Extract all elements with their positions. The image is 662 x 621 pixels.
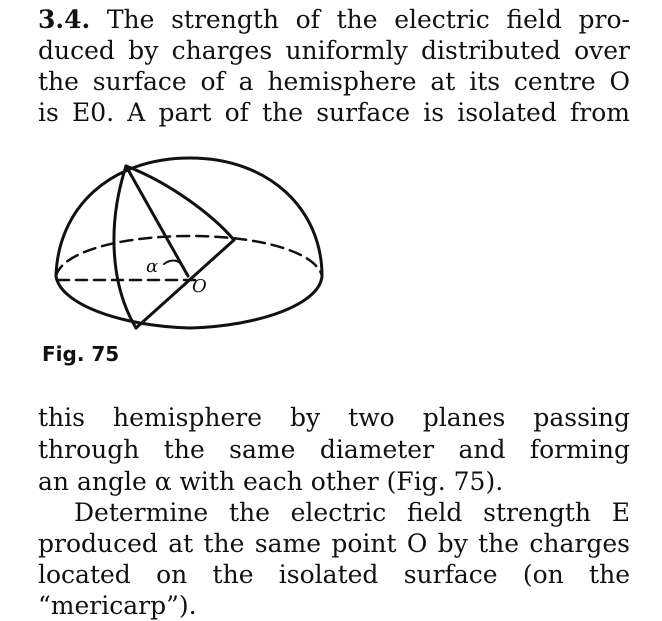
base-rim-front [56, 276, 322, 328]
text-line-4: is E0. A part of the surface is isolated from [38, 98, 630, 127]
text-line-11: “mericarp”). [38, 591, 197, 620]
base-rim-back [56, 236, 322, 276]
angle-label: α [146, 256, 159, 277]
text-line-7: an angle α with each other (Fig. 75). [38, 467, 504, 496]
text-line-2: duced by charges uniformly distributed over [38, 36, 630, 65]
center-label: O [192, 276, 207, 297]
text-line-3: the surface of a hemisphere at its centre O [38, 67, 630, 96]
plane-edge-lower [136, 240, 234, 328]
text-line-9: produced at the same point O by the charges [38, 529, 630, 558]
figure-caption: Fig. 75 [42, 342, 120, 366]
hemisphere-figure [40, 148, 340, 338]
text-line-8: Determine the electric field strength E [74, 498, 630, 527]
text-line-1-content: The strength of the electric field pro- [106, 5, 631, 34]
mericarp-arc-left [114, 166, 136, 328]
text-line-10: located on the isolated surface (on the [38, 560, 630, 589]
mericarp-arc-right [126, 166, 234, 240]
hemisphere-dome-outline [56, 158, 322, 276]
text-line-6: through the same diameter and forming [38, 435, 630, 464]
problem-number: 3.4. [38, 5, 91, 34]
text-line-5: this hemisphere by two planes passing [38, 403, 630, 432]
text-line-1 [38, 4, 630, 35]
